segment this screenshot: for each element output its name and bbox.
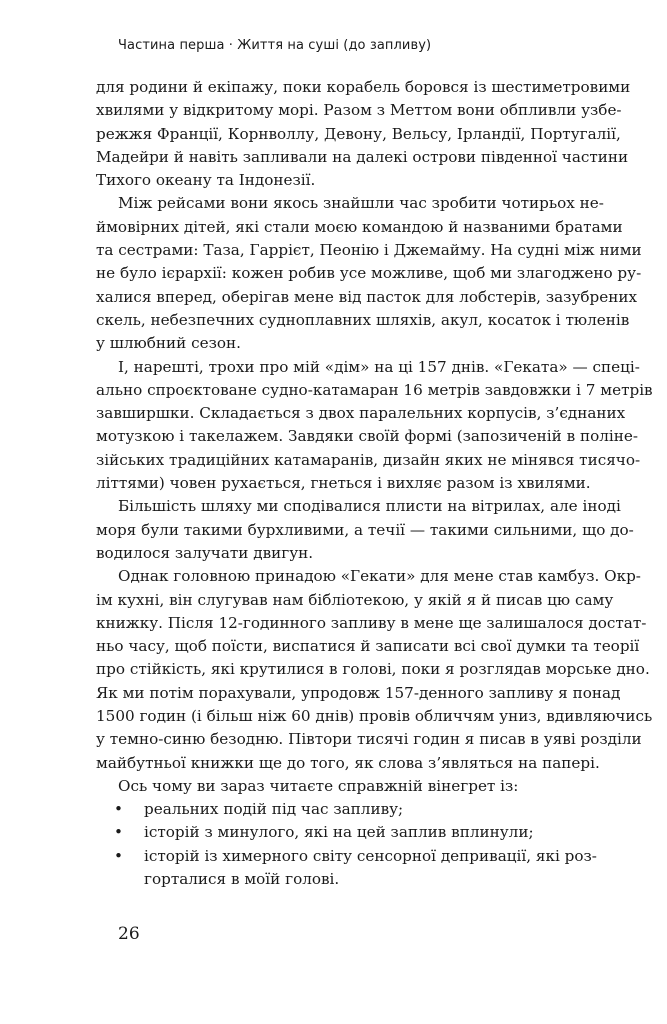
- text-line: горталися в моїй голові.: [144, 869, 340, 888]
- text-line: мотузкою і такелажем. Завдяки своїй формі (запозиченій в поліне-: [96, 427, 639, 446]
- text-line: Більшість шляху ми сподівалися плисти на вітрилах, але іноді: [118, 497, 621, 516]
- paragraph: [96, 356, 653, 496]
- text-line: 1500 годин (і більш ніж 60 днів) провів обличчям униз, вдивляючись: [96, 707, 653, 726]
- text-line: у шлюбний сезон.: [96, 334, 241, 353]
- list-item: [96, 821, 570, 844]
- text-line: Тихого океану та Індонезії.: [96, 171, 316, 190]
- text-line: ймовірних дітей, які стали моєю командою й названими братами: [96, 217, 623, 236]
- text-line: ім кухні, він слугував нам бібліотекою, у якій я й писав цю саму: [96, 590, 614, 609]
- text-line: І, нарешті, трохи про мій «дім» на ці 157 днів. «Геката» — спеці-: [118, 357, 640, 376]
- text-line: зійських традиційних катамаранів, дизайн яких не мінявся тисячо-: [96, 450, 641, 469]
- text-line: Мадейри й навіть запливали на далекі острови південної частини: [96, 147, 629, 166]
- bullet-list: [96, 798, 597, 891]
- text-line: хвилями у відкритому морі. Разом з Меттом вони обпливли узбе-: [96, 101, 622, 120]
- text-line: ально спроєктоване судно-катамаран 16 метрів завдовжки і 7 метрів: [96, 380, 653, 399]
- bullet-icon: •: [114, 823, 123, 842]
- text-line: водилося залучати двигун.: [96, 543, 314, 562]
- text-line: та сестрами: Таза, Гаррієт, Пеонію і Джемайму. На судні між ними: [96, 241, 642, 260]
- paragraph: [96, 495, 634, 565]
- text-line: ньо часу, щоб поїсти, виспатися й записати всі свої думки та теорії: [96, 637, 640, 656]
- text-line: літтями) човен рухається, гнеться і вихляє разом із хвилями.: [96, 474, 591, 493]
- list-item: [96, 845, 597, 892]
- text-line: Ось чому ви зараз читаєте справжній вінегрет із:: [118, 776, 519, 795]
- text-line: Як ми потім порахували, упродовж 157-денного запливу я понад: [96, 683, 621, 702]
- text-line: халися вперед, оберігав мене від пасток для лобстерів, зазубрених: [96, 287, 638, 306]
- text-line: у темно-синю безодню. Півтори тисячі годин я писав в уяві розділи: [96, 730, 642, 749]
- text-line: історій із химерного світу сенсорної депривації, які роз-: [144, 846, 597, 865]
- text-line: майбутньої книжки ще до того, як слова з’являться на папері.: [96, 753, 600, 772]
- running-head: Частина перша · Життя на суші (до запливу): [118, 38, 432, 53]
- bullet-icon: •: [114, 846, 123, 865]
- text-line: книжку. Після 12-годинного запливу в мене ще залишалося достат-: [96, 613, 647, 632]
- text-line: режжя Франції, Корнволлу, Девону, Вельсу, Ірландії, Португалії,: [96, 124, 621, 143]
- text-line: завширшки. Складається з двох паралельних корпусів, з’єднаних: [96, 404, 626, 423]
- list-item: [96, 798, 570, 821]
- text-line: моря були такими бурхливими, а течії — такими сильними, що до-: [96, 520, 634, 539]
- text-line: історій з минулого, які на цей заплив вплинули;: [144, 823, 534, 842]
- text-line: для родини й екіпажу, поки корабель боровся із шестиметровими: [96, 78, 631, 96]
- paragraph: [96, 775, 570, 798]
- page-number: 26: [118, 924, 140, 944]
- text-line: Однак головною принадою «Гекати» для мене став камбуз. Окр-: [118, 567, 641, 586]
- paragraph: [96, 76, 631, 192]
- body-text: [96, 76, 653, 798]
- text-line: реальних подій під час запливу;: [144, 800, 404, 818]
- paragraph: [96, 565, 653, 775]
- bullet-icon: •: [114, 800, 123, 818]
- text-line: не було ієрархії: кожен робив усе можливе, щоб ми злагоджено ру-: [96, 264, 642, 283]
- text-line: скель, небезпечних судноплавних шляхів, акул, косаток і тюленів: [96, 310, 630, 329]
- text-line: Між рейсами вони якось знайшли час зробити чотирьох не-: [118, 194, 604, 213]
- text-line: про стійкість, які крутилися в голові, поки я розглядав морське дно.: [96, 660, 650, 679]
- paragraph: [96, 192, 642, 355]
